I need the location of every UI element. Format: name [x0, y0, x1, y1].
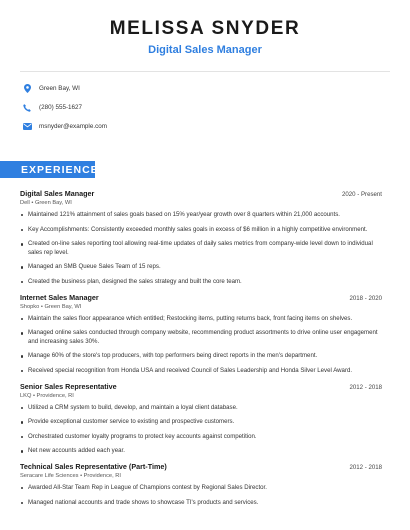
bullet-item: Maintain the sales floor appearance which entitled; Restocking items, putting returns back, front facing items on shelves. [20, 315, 382, 324]
bullet-item: Utilized a CRM system to build, develop, and maintain a loyal client database. [20, 404, 382, 413]
job-bullets [20, 315, 382, 376]
experience-heading: EXPERIENCE [0, 161, 95, 178]
bullet-item: Awarded All-Star Team Rep in League of Champions contest by Regional Sales Director. [20, 484, 382, 493]
job-bullets [20, 211, 382, 287]
candidate-name: MELISSA SNYDER [109, 18, 301, 39]
bullet-item: Key Accomplishments: Consistently exceeded monthly sales goals in excess of $6 million in a highly competitive environment. [20, 226, 382, 235]
bullet-item: Received special recognition from Honda USA and received Council of Sales Leadership and Honda Silver Level Award. [20, 367, 382, 376]
bullet-item: Manage 60% of the store's top producers, with top performers being direct reports in the men's department. [20, 352, 382, 361]
bullet-item: Net new accounts added each year. [20, 447, 382, 456]
envelope-icon [22, 122, 32, 132]
job-title: Senior Sales Representative [20, 381, 117, 391]
experience-section [20, 189, 382, 513]
job-title: Digital Sales Manager [20, 189, 95, 198]
phone-text: (280) 555-1627 [39, 104, 83, 111]
bullet-item: Orchestrated customer loyalty programs to protect key accounts against competition. [20, 433, 382, 442]
job-head [20, 293, 382, 303]
job-company: Seracare Life Sciences • Providence, RI [20, 472, 121, 479]
map-pin-icon [22, 84, 32, 94]
job-bullets [20, 484, 382, 507]
bullet-item: Managed online sales conducted through company website, recommending product assortments to drive online user engagement and increasing sales 30%. [20, 329, 382, 346]
job-entry [20, 293, 382, 376]
bullet-item: Created on-line sales reporting tool allowing real-time updates of daily sales metrics from company-wide level down to individual sales rep level. [20, 240, 382, 257]
contact-phone [22, 98, 410, 117]
job-company: Dell • Green Bay, WI [20, 200, 72, 206]
job-title: Technical Sales Representative (Part-Time) [20, 461, 167, 471]
job-dates: 2020 - Present [342, 191, 382, 198]
job-head [20, 189, 382, 199]
contact-email [22, 117, 410, 136]
bullet-item: Created the business plan, designed the sales strategy and built the core team. [20, 278, 382, 287]
location-text: Green Bay, WI [39, 85, 80, 92]
job-entry [20, 189, 382, 287]
resume-header [0, 0, 410, 57]
email-text: msnyder@example.com [39, 123, 107, 130]
job-dates: 2012 - 2018 [349, 463, 382, 471]
bullet-item: Managed an SMB Queue Sales Team of 15 reps. [20, 263, 382, 272]
job-company: LKQ • Providence, RI [20, 392, 74, 399]
job-head [20, 382, 382, 392]
job-head [20, 462, 382, 472]
bullet-item: Managed national accounts and trade shows to showcase TI's products and services. [20, 499, 382, 508]
job-entry [20, 462, 382, 507]
job-dates: 2018 - 2020 [349, 294, 382, 302]
job-company: Shopko • Green Bay, WI [20, 303, 82, 310]
job-entry [20, 382, 382, 456]
contact-list [0, 79, 410, 136]
bullet-item: Provide exceptional customer service to existing and prospective customers. [20, 418, 382, 427]
job-bullets [20, 404, 382, 456]
phone-icon [22, 103, 32, 113]
job-dates: 2012 - 2018 [349, 383, 382, 391]
bullet-item: Maintained 121% attainment of sales goals based on 15% year/year growth over 8 quarters within 21,000 accounts. [20, 211, 382, 220]
candidate-title: Digital Sales Manager [148, 44, 262, 56]
job-title: Internet Sales Manager [20, 292, 99, 302]
header-divider [20, 71, 390, 72]
contact-location [22, 79, 410, 98]
